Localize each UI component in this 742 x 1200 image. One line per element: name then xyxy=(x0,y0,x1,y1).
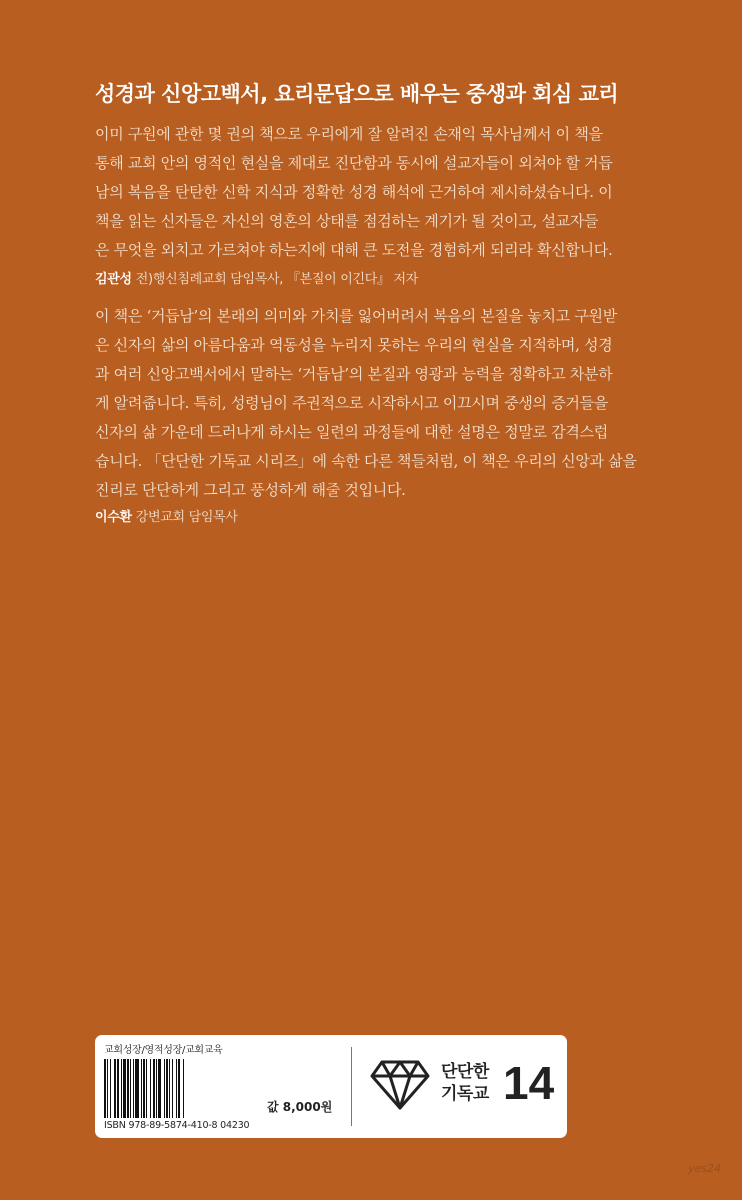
review-2-affiliation: 강변교회 담임목사 xyxy=(135,510,238,525)
review-2-line: 습니다. 「단단한 기독교 시리즈」에 속한 다른 책들처럼, 이 책은 우리의 신앙과 삶을 xyxy=(95,452,637,470)
review-1-line: 은 무엇을 외치고 가르쳐야 하는지에 대해 큰 도전을 경험하게 되리라 확신합니다. xyxy=(95,241,613,259)
review-1-text xyxy=(95,120,660,265)
review-2-text xyxy=(95,302,660,505)
review-1-line: 이미 구원에 관한 몇 권의 책으로 우리에게 잘 알려진 손재익 목사님께서 이 책을 xyxy=(95,125,603,143)
isbn-label: ISBN 978-89-5874-410-8 04230 xyxy=(104,1120,250,1131)
headline: 성경과 신앙고백서, 요리문답으로 배우는 중생과 회심 교리 xyxy=(95,82,619,106)
series-name xyxy=(441,1061,511,1105)
review-1-affiliation: 전)행신침례교회 담임목사, 『본질이 이긴다』 저자 xyxy=(135,272,419,287)
series-number: 14 xyxy=(503,1057,555,1109)
series-name-line: 기독교 xyxy=(441,1084,489,1104)
review-1-line: 남의 복음을 탄탄한 신학 지식과 정확한 성경 해석에 근거하여 제시하셨습니다. 이 xyxy=(95,183,613,201)
divider xyxy=(351,1047,352,1126)
review-1-author: 김관성 xyxy=(95,272,132,287)
review-2-attribution xyxy=(95,506,238,525)
review-2-line: 진리로 단단하게 그리고 풍성하게 해줄 것입니다. xyxy=(95,481,406,499)
review-2-line: 이 책은 ‘거듭남’의 본래의 의미와 가치를 잃어버려서 복음의 본질을 놓치고 구원받 xyxy=(95,307,617,325)
book-info-box xyxy=(95,1035,567,1138)
watermark: yes24 xyxy=(688,1162,722,1175)
category-label: 교회성장/영적성장/교회교육 xyxy=(104,1045,223,1056)
review-2-line: 신자의 삶 가운데 드러나게 하시는 일련의 과정들에 대한 설명은 정말로 감격스럽 xyxy=(95,423,608,441)
review-2-line: 은 신자의 삶의 아름다움과 역동성을 누리지 못하는 우리의 현실을 지적하며, 성경 xyxy=(95,336,613,354)
review-1-line: 통해 교회 안의 영적인 현실을 제대로 진단함과 동시에 설교자들이 외쳐야 할 거듭 xyxy=(95,154,613,172)
review-2-author: 이수환 xyxy=(95,510,132,525)
series-name-line: 단단한 xyxy=(441,1062,489,1082)
review-1-line: 책을 읽는 신자들은 자신의 영혼의 상태를 점검하는 계기가 될 것이고, 설교자들 xyxy=(95,212,599,230)
review-1-attribution xyxy=(95,268,418,287)
review-2-line: 게 알려줍니다. 특히, 성령님이 주권적으로 시작하시고 이끄시며 중생의 증거들을 xyxy=(95,394,608,412)
price-label: 값 8,000원 xyxy=(267,1100,333,1114)
review-2-line: 과 여러 신앙고백서에서 말하는 ‘거듭남’의 본질과 영광과 능력을 정확하고 차분하 xyxy=(95,365,613,383)
barcode xyxy=(104,1059,260,1118)
diamond-icon xyxy=(370,1059,430,1111)
